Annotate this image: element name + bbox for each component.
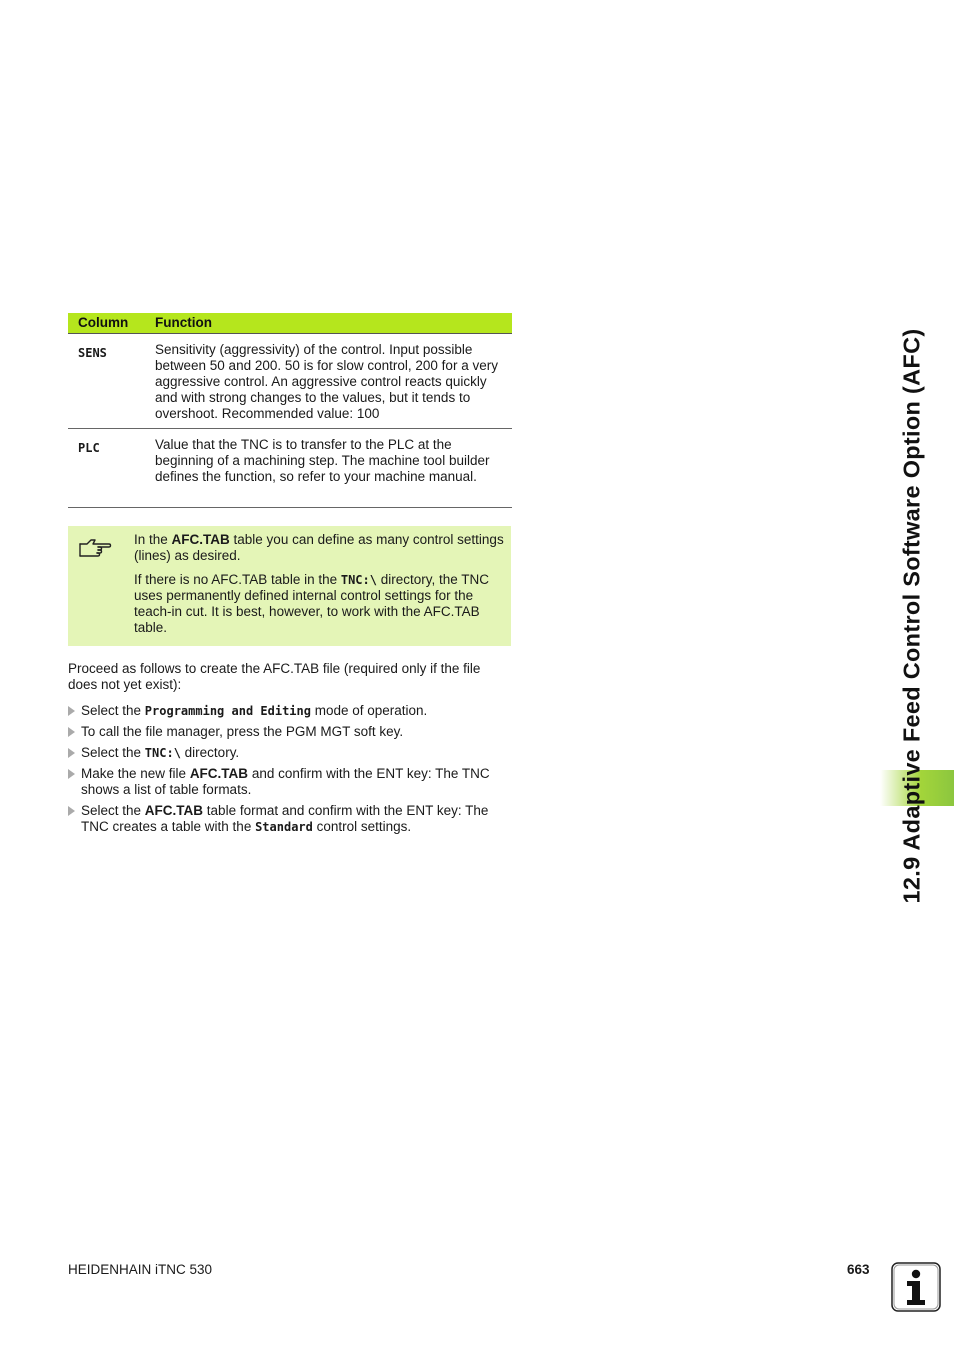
text: To call the file manager, press the PGM MGT soft key. <box>81 724 404 739</box>
info-icon <box>891 1262 941 1312</box>
note-box <box>68 526 511 646</box>
row-column-name: SENS <box>78 346 107 360</box>
row-column-name: PLC <box>78 441 100 455</box>
step-list <box>68 703 512 840</box>
file-name: AFC.TAB <box>144 803 204 818</box>
text: directory. <box>180 745 240 760</box>
table-header <box>68 313 512 334</box>
text: control settings. <box>312 819 412 834</box>
text: In the <box>134 532 172 547</box>
directory-code: TNC:\ <box>340 573 377 587</box>
text: directory, the TNC uses permanently defined internal control settings for the teach-in cut. It is best, however, to work with the AFC.TAB table. <box>134 572 490 635</box>
arrow-icon <box>68 727 75 737</box>
table-row <box>68 334 512 429</box>
footer-product-name: HEIDENHAIN iTNC 530 <box>68 1262 213 1277</box>
list-item <box>68 766 512 798</box>
chapter-title-text: 12.9 Adaptive Feed Control Software Option (AFC) <box>898 328 925 904</box>
list-item <box>68 724 512 740</box>
header-column: Column <box>78 315 129 330</box>
file-name: AFC.TAB <box>171 532 230 547</box>
arrow-icon <box>68 769 75 779</box>
arrow-icon <box>68 806 75 816</box>
text: Select the <box>81 803 145 818</box>
row-function-text: Sensitivity (aggressivity) of the control. Input possible between 50 and 200. 50 is for slow control, 200 for a very aggressive control. An aggressive control reacts quickly and with strong changes to the values, but it tends to overshoot. Recommended value: 100 <box>155 342 498 421</box>
pointing-hand-icon <box>78 536 112 562</box>
list-item <box>68 745 512 761</box>
chapter-side-title <box>897 312 927 920</box>
intro-paragraph: Proceed as follows to create the AFC.TAB file (required only if the file does not yet exist): <box>68 661 481 692</box>
note-paragraph <box>134 572 506 636</box>
list-item <box>68 703 512 719</box>
file-name: AFC.TAB <box>189 766 249 781</box>
table-row <box>68 429 512 508</box>
text: table format and confirm with the ENT key: The TNC creates a table with the <box>81 803 489 834</box>
row-function-text: Value that the TNC is to transfer to the PLC at the beginning of a machining step. The machine tool builder defines the function, so refer to your machine manual. <box>155 437 490 484</box>
note-paragraph <box>134 532 506 564</box>
mode-code: Programming and Editing <box>144 704 311 718</box>
arrow-icon <box>68 706 75 716</box>
text: and confirm with the ENT key: The TNC shows a list of table formats. <box>81 766 490 797</box>
text: Select the <box>81 703 145 718</box>
directory-code: TNC:\ <box>144 746 181 760</box>
list-item <box>68 803 512 835</box>
page-number: 663 <box>847 1262 870 1277</box>
text: Make the new file <box>81 766 190 781</box>
arrow-icon <box>68 748 75 758</box>
text: table you can define as many control settings (lines) as desired. <box>134 532 504 563</box>
header-function: Function <box>155 315 212 330</box>
text: mode of operation. <box>310 703 428 718</box>
note-text <box>134 532 506 644</box>
settings-code: Standard <box>255 820 313 834</box>
function-table <box>68 313 512 508</box>
text: If there is no AFC.TAB table in the <box>134 572 341 587</box>
text: Select the <box>81 745 145 760</box>
